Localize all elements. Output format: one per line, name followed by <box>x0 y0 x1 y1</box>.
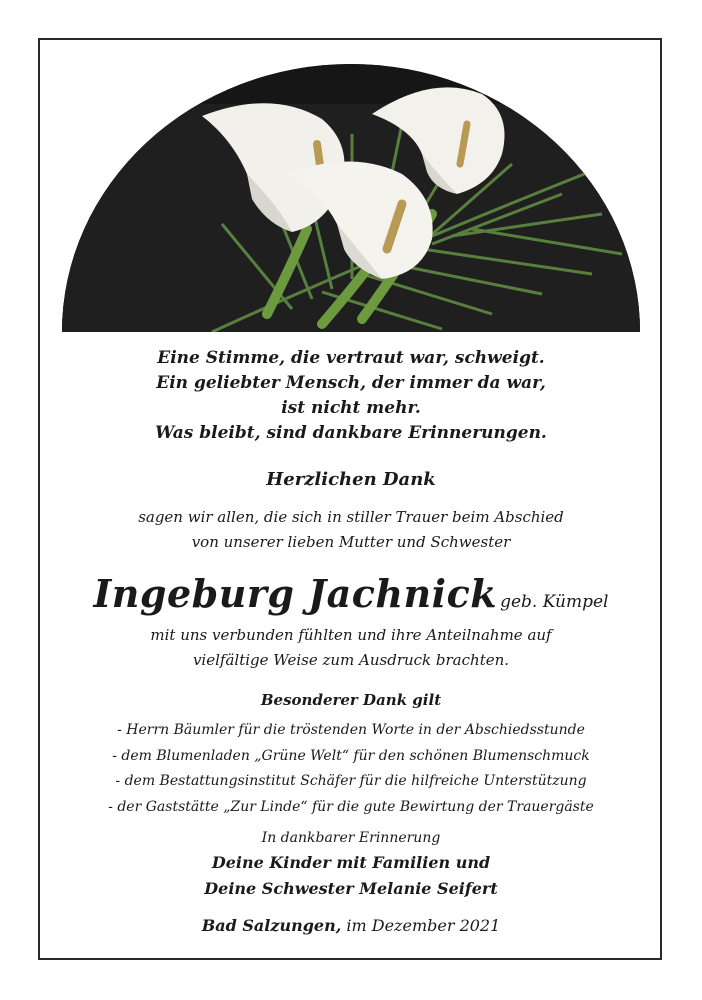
memory-line: In dankbarer Erinnerung <box>261 830 441 846</box>
thanks-intro <box>40 505 662 555</box>
place: Bad Salzungen, <box>201 916 342 935</box>
list-item: - dem Bestattungsinstitut Schäfer für die hilfreiche Unterstützung <box>115 773 587 789</box>
list-item: - Herrn Bäumler für die tröstenden Worte in der Abschiedsstunde <box>117 722 585 738</box>
signature <box>40 850 662 902</box>
birth-name: geb. Kümpel <box>500 592 609 612</box>
poem-line: Eine Stimme, die vertraut war, schweigt. <box>157 348 545 368</box>
thanks-outro <box>40 623 662 673</box>
intro-line: sagen wir allen, die sich in stiller Trauer beim Abschied <box>138 508 564 526</box>
list-item: - der Gaststätte „Zur Linde“ für die gute Bewirtung der Trauergäste <box>108 798 594 815</box>
signature-line: Deine Kinder mit Familien und <box>211 853 491 872</box>
thanks-heading: Herzlichen Dank <box>266 469 436 490</box>
signature-line: Deine Schwester Melanie Seifert <box>204 879 498 898</box>
memorial-poem <box>40 346 662 446</box>
poem-line: ist nicht mehr. <box>281 398 421 418</box>
deceased-name: Ingeburg Jachnick <box>93 571 498 616</box>
place-date <box>40 914 662 938</box>
special-thanks-heading: Besonderer Dank gilt <box>260 691 442 709</box>
date: im Dezember 2021 <box>346 916 501 935</box>
deceased-name-line <box>40 566 662 630</box>
outro-line: mit uns verbunden fühlten und ihre Anteilnahme auf <box>150 626 552 644</box>
special-thanks-list <box>40 718 662 820</box>
poem-line: Was bleibt, sind dankbare Erinnerungen. <box>155 423 547 443</box>
list-item: - dem Blumenladen „Grüne Welt“ für den schönen Blumenschmuck <box>112 747 590 764</box>
intro-line: von unserer lieben Mutter und Schwester <box>191 533 511 551</box>
poem-line: Ein geliebter Mensch, der immer da war, <box>156 373 546 393</box>
outro-line: vielfältige Weise zum Ausdruck brachten. <box>192 651 510 669</box>
